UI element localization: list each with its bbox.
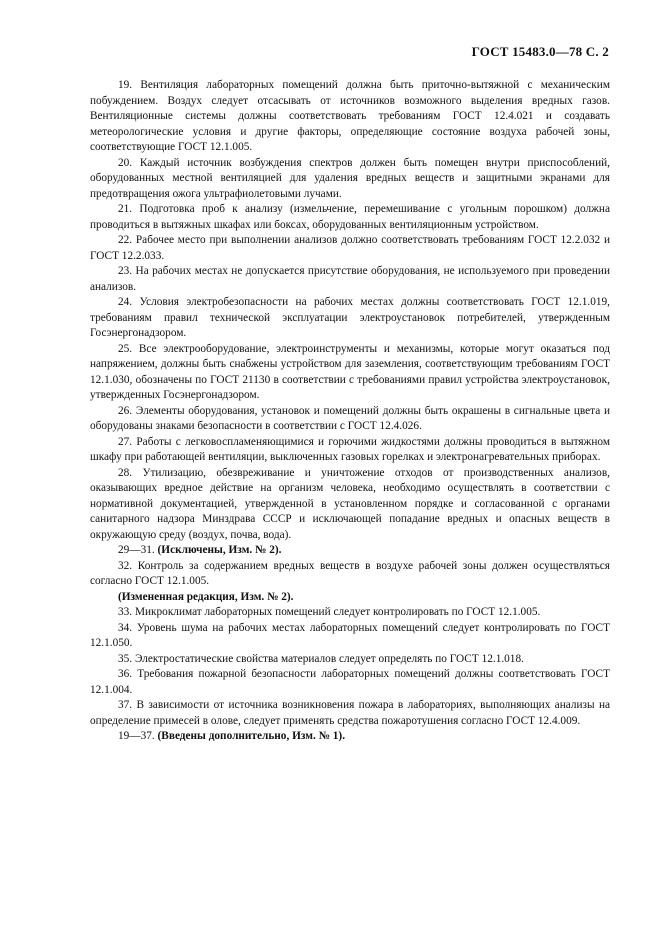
paragraph-25: 25. Все электрооборудование, электроинструменты и механизмы, которые могут оказаться под напряжением, должны быть снабжены устройством для заземления, соответствующим требованиям ГОСТ 12.1.030, обозначены по ГОСТ 21130 в соответствии с требованиями правил устройства электроустановок, утвержденных Госэнергонадзором. xyxy=(90,342,610,401)
paragraph-32: 32. Контроль за содержанием вредных веществ в воздухе рабочей зоны должен осуществляться согласно ГОСТ 12.1.005. xyxy=(90,559,610,587)
amendment-note-excluded: (Исключены, Изм. № 2). xyxy=(157,544,282,556)
paragraph-19-37 xyxy=(90,729,610,745)
paragraph-37: 37. В зависимости от источника возникновения пожара в лабораториях, выполняющих анализы на определение примесей в олове, следует применять средства пожаротушения согласно ГОСТ 12.4.009. xyxy=(90,699,610,727)
paragraph-29-31-number: 29—31. xyxy=(118,544,158,556)
paragraph-35: 35. Электростатические свойства материалов следует определять по ГОСТ 12.1.018. xyxy=(118,652,524,665)
paragraph-26: 26. Элементы оборудования, установок и помещений должны быть окрашены в сигнальные цвета и оборудованы знаками безопасности в соответствии с ГОСТ 12.4.026. xyxy=(90,404,610,432)
paragraph-23: 23. На рабочих местах не допускается присутствие оборудования, не используемого при проведении анализов. xyxy=(90,265,610,293)
paragraph-20: 20. Каждый источник возбуждения спектров должен быть помещен внутри приспособлений, оборудованных местной вентиляцией для удаления вредных веществ и защитными экранами для предотвращения ожога ультрафиолетовыми лучами. xyxy=(90,156,610,200)
paragraph-28: 28. Утилизацию, обезвреживание и уничтожение отходов от производственных анализов, оказывающих вредное действие на организм человека, необходимо осуществлять в соответствии с нормативной документацией, утвержденной в установленном порядке и согласованной с органами санитарного надзора Минздрава СССР и исключающей попадание вредных и опасных веществ в окружающую среду (воздух, почва, вода). xyxy=(90,466,610,541)
paragraph-29-31 xyxy=(90,543,610,559)
amendment-note-revised: (Измененная редакция, Изм. № 2). xyxy=(118,590,294,603)
paragraph-19-37-number: 19—37. xyxy=(118,730,158,742)
paragraph-24: 24. Условия электробезопасности на рабочих местах должны соответствовать ГОСТ 12.1.019, требованиям правил технической эксплуатации электроустановок потребителей, утвержденным Госэнергонадзором. xyxy=(90,296,610,339)
paragraph-34: 34. Уровень шума на рабочих местах лабораторных помещений следует контролировать по ГОСТ 12.1.050. xyxy=(90,621,610,649)
document-body xyxy=(90,78,610,745)
paragraph-22: 22. Рабочее место при выполнении анализов должно соответствовать требованиям ГОСТ 12.2.032 и ГОСТ 12.2.033. xyxy=(90,234,610,262)
paragraph-33: 33. Микроклимат лабораторных помещений следует контролировать по ГОСТ 12.1.005. xyxy=(118,606,541,618)
paragraph-36: 36. Требования пожарной безопасности лабораторных помещений должны соответствовать ГОСТ 12.1.004. xyxy=(90,668,610,696)
amendment-note-added: (Введены дополнительно, Изм. № 1). xyxy=(157,730,346,742)
page-header: ГОСТ 15483.0—78 С. 2 xyxy=(471,44,609,59)
paragraph-21: 21. Подготовка проб к анализу (измельчение, перемешивание с угольным порошком) должна проводиться в вытяжных шкафах или боксах, оборудованных вентиляционным устройством. xyxy=(90,203,610,231)
paragraph-27: 27. Работы с легковоспламеняющимися и горючими жидкостями должны проводиться в вытяжном шкафу при работающей вентиляции, выключенных газовых горелках и электронагревательных приборах. xyxy=(90,435,610,463)
paragraph-19: 19. Вентиляция лабораторных помещений должна быть приточно-вытяжной с механическим побуждением. Воздух следует отсасывать от источников возможного выделения вредных газов. Вентиляционные системы должны соответствовать требованиям ГОСТ 12.4.021 и создавать метеорологические условия и другие факторы, определяющие состояние воздуха рабочей зоны, соответствующие ГОСТ 12.1.005. xyxy=(90,79,610,153)
